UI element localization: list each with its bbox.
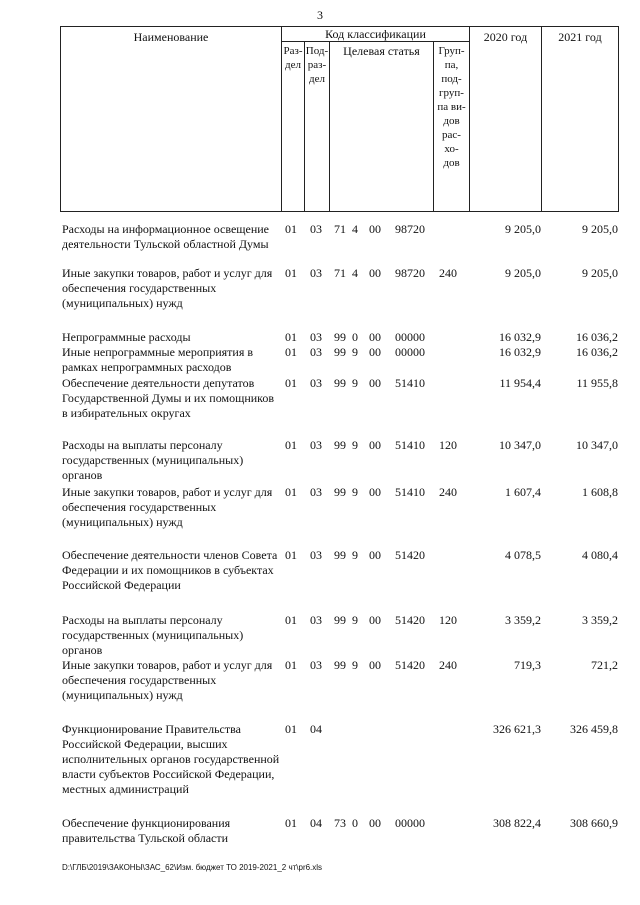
row-target-1: 99 (334, 485, 346, 499)
row-target-3: 00 (369, 658, 381, 672)
header-code-group: Код классификации (325, 27, 426, 41)
row-podrazdel: 03 (310, 613, 322, 627)
row-target-2: 9 (352, 548, 358, 562)
row-target-3: 00 (369, 613, 381, 627)
row-target-3: 00 (369, 438, 381, 452)
row-target-1: 71 (334, 222, 346, 236)
row-target-4: 51410 (395, 376, 425, 390)
row-name: Функционирование Правительства Российской Федерации, высших исполнительных органов государственной власти субъектов Российской Федерации, местных администраций (62, 722, 280, 796)
row-year2: 16 036,2 (576, 330, 618, 344)
row-razdel: 01 (285, 330, 297, 344)
row-year2: 10 347,0 (576, 438, 618, 452)
row-podrazdel: 03 (310, 376, 322, 390)
row-target-4: 98720 (395, 266, 425, 280)
row-target-2: 4 (352, 222, 358, 236)
row-group: 240 (439, 266, 457, 280)
row-podrazdel: 03 (310, 266, 322, 280)
row-year1: 3 359,2 (505, 613, 541, 627)
row-podrazdel: 03 (310, 438, 322, 452)
row-year1: 9 205,0 (505, 266, 541, 280)
row-name: Обеспечение деятельности депутатов Государственной Думы и их помощников в избирательных округах (62, 376, 275, 420)
row-podrazdel: 03 (310, 485, 322, 499)
row-target-2: 9 (352, 613, 358, 627)
row-target-1: 99 (334, 658, 346, 672)
row-name: Обеспечение функционирования правительства Тульской области (62, 816, 231, 845)
row-razdel: 01 (285, 222, 297, 236)
row-name: Обеспечение деятельности членов Совета Федерации и их помощников в субъектах Российской Федерации (62, 548, 278, 592)
row-target-3: 00 (369, 485, 381, 499)
row-target-2: 4 (352, 266, 358, 280)
row-target-4: 00000 (395, 816, 425, 830)
header-razdel: Раз- дел (283, 45, 303, 71)
row-group: 120 (439, 613, 457, 627)
row-target-2: 9 (352, 438, 358, 452)
row-podrazdel: 03 (310, 330, 322, 344)
row-podrazdel: 03 (310, 345, 322, 359)
row-group: 120 (439, 438, 457, 452)
row-razdel: 01 (285, 345, 297, 359)
page-number: 3 (317, 8, 323, 22)
row-target-1: 99 (334, 330, 346, 344)
row-year2: 9 205,0 (582, 266, 618, 280)
row-year2: 4 080,4 (582, 548, 618, 562)
row-target-1: 99 (334, 548, 346, 562)
row-year1: 308 822,4 (493, 816, 541, 830)
row-target-4: 51420 (395, 613, 425, 627)
row-year1: 1 607,4 (505, 485, 541, 499)
row-year1: 10 347,0 (499, 438, 541, 452)
row-target-3: 00 (369, 345, 381, 359)
row-year1: 326 621,3 (493, 722, 541, 736)
row-target-3: 00 (369, 376, 381, 390)
row-razdel: 01 (285, 658, 297, 672)
row-razdel: 01 (285, 613, 297, 627)
row-razdel: 01 (285, 548, 297, 562)
header-tselevaya: Целевая статья (343, 44, 420, 58)
row-podrazdel: 04 (310, 722, 322, 736)
row-razdel: 01 (285, 376, 297, 390)
row-year1: 11 954,4 (499, 376, 541, 390)
header-gruppa: Груп- па, под- груп- па ви- дов рас- хо- дов (437, 45, 466, 169)
row-target-4: 51420 (395, 548, 425, 562)
row-target-3: 00 (369, 266, 381, 280)
row-target-2: 0 (352, 330, 358, 344)
row-name: Расходы на выплаты персоналу государственных (муниципальных) органов (62, 438, 244, 482)
row-podrazdel: 03 (310, 658, 322, 672)
row-year1: 9 205,0 (505, 222, 541, 236)
row-target-4: 51420 (395, 658, 425, 672)
row-target-3: 00 (369, 548, 381, 562)
row-name: Расходы на выплаты персоналу государственных (муниципальных) органов (62, 613, 244, 657)
footer-file-path: D:\ГЛБ\2019\ЗАКОНЫ\ЗАС_62\Изм. бюджет ТО 2019-2021_2 чт\pr6.xls (62, 863, 323, 872)
row-year2: 11 955,8 (576, 376, 618, 390)
row-year2: 721,2 (591, 658, 618, 672)
row-razdel: 01 (285, 438, 297, 452)
row-target-4: 00000 (395, 330, 425, 344)
header-name: Наименование (133, 30, 209, 44)
row-year1: 4 078,5 (505, 548, 541, 562)
row-target-2: 9 (352, 376, 358, 390)
row-target-3: 00 (369, 816, 381, 830)
row-target-2: 9 (352, 485, 358, 499)
row-target-2: 9 (352, 658, 358, 672)
row-podrazdel: 03 (310, 222, 322, 236)
row-name: Иные непрограммные мероприятия в рамках непрограммных расходов (62, 345, 254, 374)
row-year1: 16 032,9 (499, 330, 541, 344)
row-year1: 16 032,9 (499, 345, 541, 359)
row-target-3: 00 (369, 222, 381, 236)
row-podrazdel: 03 (310, 548, 322, 562)
row-razdel: 01 (285, 816, 297, 830)
row-year2: 16 036,2 (576, 345, 618, 359)
row-target-1: 99 (334, 345, 346, 359)
row-year1: 719,3 (514, 658, 541, 672)
header-year2: 2021 год (558, 30, 602, 44)
row-name: Непрограммные расходы (62, 330, 191, 344)
row-name: Расходы на информационное освещение деятельности Тульской областной Думы (62, 222, 269, 251)
row-target-1: 99 (334, 376, 346, 390)
row-target-1: 71 (334, 266, 346, 280)
header-year2-cell (541, 26, 619, 212)
row-razdel: 01 (285, 485, 297, 499)
row-target-4: 98720 (395, 222, 425, 236)
row-name: Иные закупки товаров, работ и услуг для обеспечения государственных (муниципальных) нужд (62, 266, 273, 310)
row-razdel: 01 (285, 266, 297, 280)
row-year2: 9 205,0 (582, 222, 618, 236)
row-year2: 308 660,9 (570, 816, 618, 830)
header-tselevaya-cell (329, 41, 434, 212)
row-target-2: 0 (352, 816, 358, 830)
row-group: 240 (439, 658, 457, 672)
row-target-1: 99 (334, 613, 346, 627)
row-razdel: 01 (285, 722, 297, 736)
row-podrazdel: 04 (310, 816, 322, 830)
row-year2: 326 459,8 (570, 722, 618, 736)
row-name: Иные закупки товаров, работ и услуг для обеспечения государственных (муниципальных) нужд (62, 485, 273, 529)
header-podrazdel: Под- раз- дел (305, 45, 329, 85)
row-year2: 3 359,2 (582, 613, 618, 627)
row-name: Иные закупки товаров, работ и услуг для обеспечения государственных (муниципальных) нужд (62, 658, 273, 702)
header-code-group-cell (281, 26, 470, 42)
row-target-3: 00 (369, 330, 381, 344)
header-year1-cell (469, 26, 542, 212)
header-year1: 2020 год (483, 30, 528, 44)
row-target-1: 73 (334, 816, 346, 830)
row-group: 240 (439, 485, 457, 499)
row-target-4: 51410 (395, 438, 425, 452)
row-target-4: 51410 (395, 485, 425, 499)
header-name-cell (60, 26, 282, 212)
row-target-2: 9 (352, 345, 358, 359)
row-target-4: 00000 (395, 345, 425, 359)
row-target-1: 99 (334, 438, 346, 452)
row-year2: 1 608,8 (582, 485, 618, 499)
